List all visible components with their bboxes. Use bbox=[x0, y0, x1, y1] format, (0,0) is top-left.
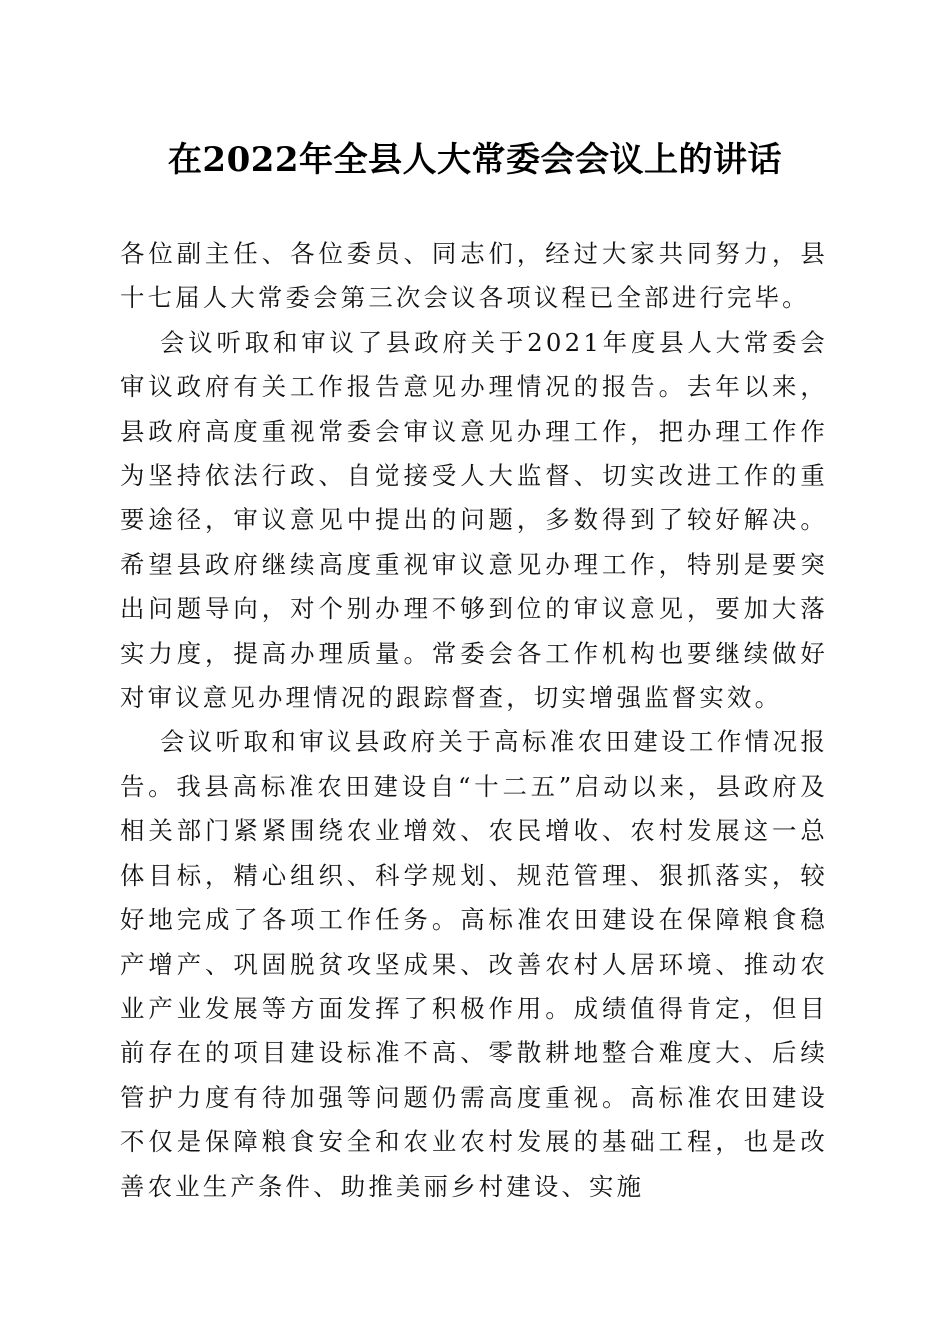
document-body bbox=[120, 232, 828, 1209]
document-title: 在2022年全县人大常委会会议上的讲话 bbox=[167, 140, 783, 180]
paragraph-greeting: 各位副主任、各位委员、同志们，经过大家共同努力，县十七届人大常委会第三次会议各项议程已全部进行完毕。 bbox=[120, 239, 828, 313]
paragraph-review-opinions: 会议听取和审议了县政府关于2021年度县人大常委会审议政府有关工作报告意见办理情况的报告。去年以来，县政府高度重视常委会审议意见办理工作，把办理工作作为坚持依法行政、自觉接受人大监督、切实改进工作的重要途径，审议意见中提出的问题，多数得到了较好解决。希望县政府继续高度重视审议意见办理工作，特别是要突出问题导向，对个别办理不够到位的审议意见，要加大落实力度，提高办理质量。常委会各工作机构也要继续做好对审议意见办理情况的跟踪督查，切实增强监督实效。 bbox=[120, 327, 828, 713]
paragraph-farmland-construction: 会议听取和审议县政府关于高标准农田建设工作情况报告。我县高标准农田建设自“十二五”启动以来，县政府及相关部门紧紧围绕农业增效、农民增收、农村发展这一总体目标，精心组织、科学规划、规范管理、狠抓落实，较好地完成了各项工作任务。高标准农田建设在保障粮食稳产增产、巩固脱贫攻坚成果、改善农村人居环境、推动农业产业发展等方面发挥了积极作用。成绩值得肯定，但目前存在的项目建设标准不高、零散耕地整合难度大、后续管护力度有待加强等问题仍需高度重视。高标准农田建设不仅是保障粮食安全和农业农村发展的基础工程，也是改善农业生产条件、助推美丽乡村建设、实施 bbox=[120, 727, 828, 1201]
